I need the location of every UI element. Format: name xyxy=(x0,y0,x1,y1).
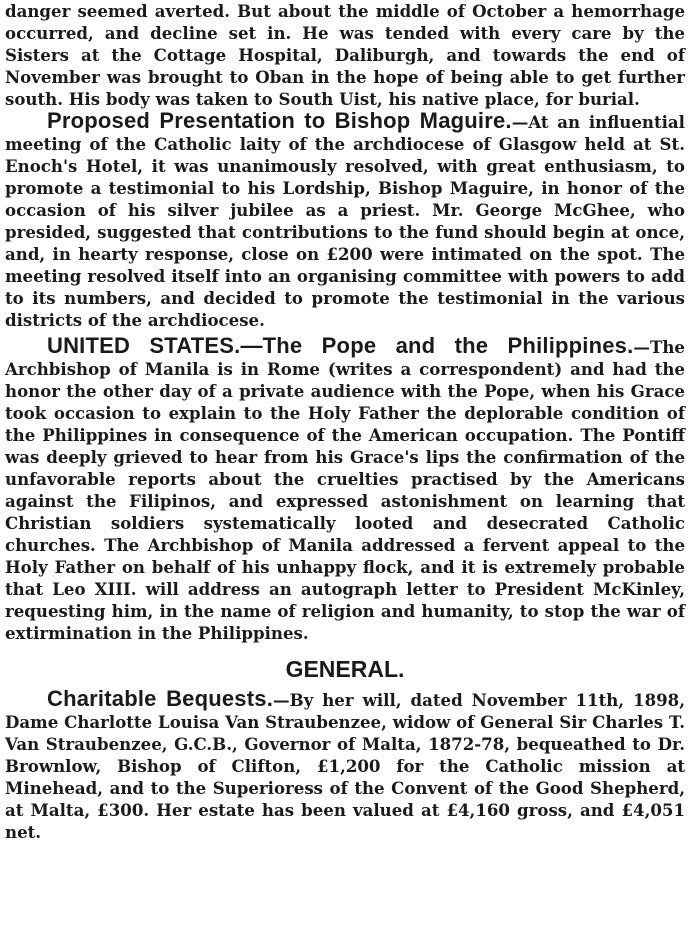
article-charitable-bequests xyxy=(5,688,685,843)
article-heading: UNITED STATES.—The Pope and the Philippines. xyxy=(47,333,634,358)
article-body: danger seemed averted. But about the middle of October a hemorrhage occurred, and decline set in. He was tended with every care by the Sisters at the Cottage Hospital, Daliburgh, and towards the end of November was brought to Oban in the hope of being able to get further south. His body was taken to South Uist, his native place, for burial. xyxy=(5,1,685,109)
article-body: —At an influential meeting of the Catholic laity of the archdiocese of Glasgow held at St. Enoch's Hotel, it was unanimously resolved, with great enthusiasm, to promote a testimonial to his Lordship, Bishop Maguire, in honor of the occasion of his silver jubilee as a priest. Mr. George McGhee, who presided, suggested that contributions to the fund should begin at once, and, in hearty response, close on £200 were intimated on the spot. The meeting resolved itself into an organising committee with powers to add to its numbers, and decided to promote the testimonial in the various districts of the archdiocese. xyxy=(5,112,685,330)
article-body: —The Archbishop of Manila is in Rome (writes a correspondent) and had the honor the other day of a private audience with the Pope, when his Grace took occasion to explain to the Holy Father the deplorable condition of the Philippines in consequence of the American occupation. The Pontiff was deeply grieved to hear from his Grace's lips the confirmation of the unfavorable reports about the cruelties practised by the Americans against the Filipinos, and expressed astonishment on learning that Christian soldiers systematically looted and desecrated Catholic churches. The Archbishop of Manila addressed a fervent appeal to the Holy Father on behalf of his unhappy flock, and it is extremely probable that Leo XIII. will address an autograph letter to President McKinley, requesting him, in the name of religion and humanity, to stop the war of extirmination in the Philippines. xyxy=(5,337,685,643)
article-heading: Proposed Presentation to Bishop Maguire. xyxy=(47,108,512,133)
newspaper-column xyxy=(5,0,685,843)
article-continuation xyxy=(5,0,685,110)
article-heading: Charitable Bequests. xyxy=(47,686,274,711)
section-heading-general: GENERAL. xyxy=(285,656,405,682)
article-bishop-maguire xyxy=(5,110,685,331)
article-united-states xyxy=(5,335,685,644)
article-body: —By her will, dated November 11th, 1898, Dame Charlotte Louisa Van Straubenzee, widow of General Sir Charles T. Van Straubenzee, G.C.B., Governor of Malta, 1872-78, bequeathed to Dr. Brownlow, Bishop of Clifton, £1,200 for the Catholic mission at Minehead, and to the Superioress of the Convent of the Good Shepherd, at Malta, £300. Her estate has been valued at £4,160 gross, and £4,051 net. xyxy=(5,690,685,842)
